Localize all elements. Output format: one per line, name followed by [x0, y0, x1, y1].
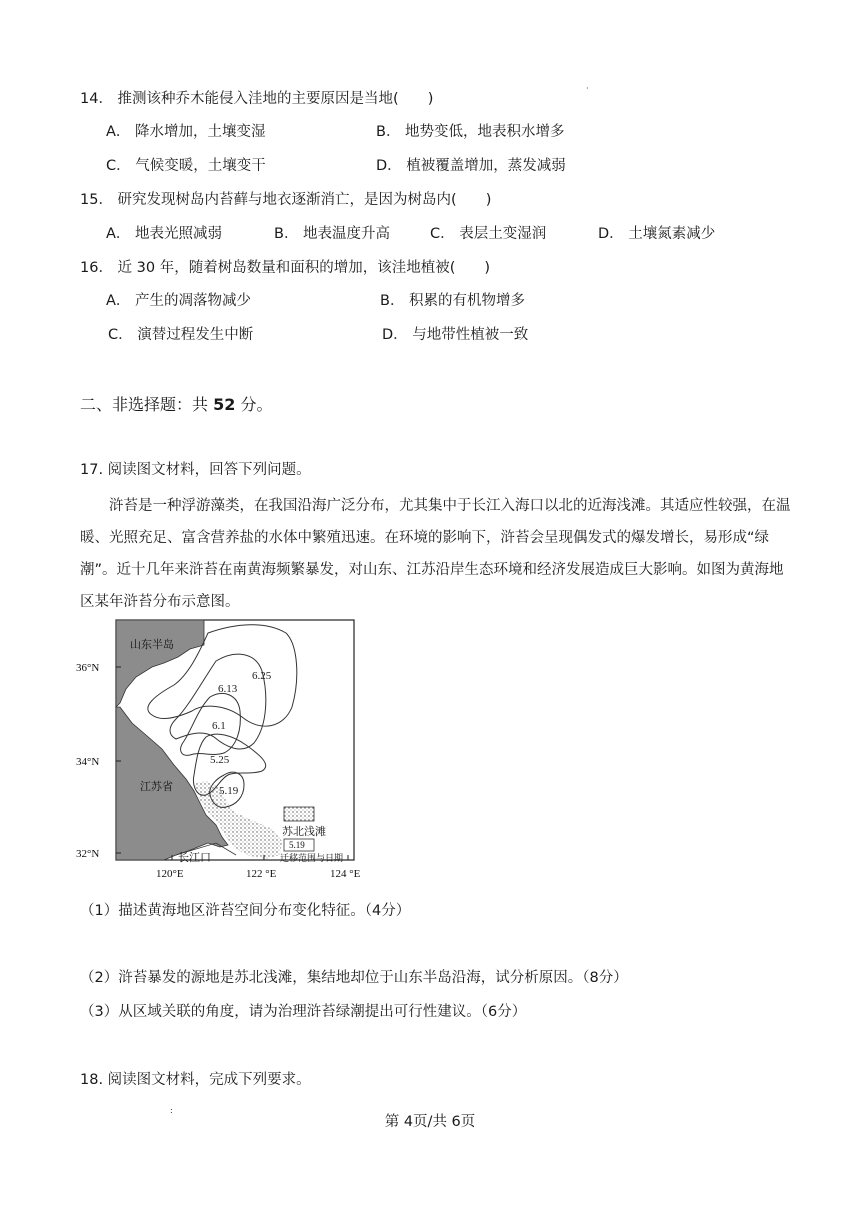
section-heading-score: 52	[213, 395, 236, 414]
legend-migration-label: 迁移范围与日期	[280, 854, 344, 864]
label-lat32: 32°N	[76, 848, 100, 860]
label-changjiang: 长江口	[178, 851, 211, 864]
q14-option-d: D． 植被覆盖增加，蒸发减弱	[376, 158, 566, 174]
q16-option-a: A． 产生的凋落物减少	[106, 293, 252, 309]
q15-option-c: C． 表层土变湿润	[430, 226, 547, 242]
label-lon122: 122 °E	[246, 868, 277, 880]
q14-option-c: C． 气候变暖，土壤变干	[106, 158, 266, 174]
legend-shoal-label: 苏北浅滩	[282, 825, 326, 838]
label-jiangsu: 江苏省	[140, 780, 173, 793]
q14-option-a: A． 降水增加，土壤变湿	[106, 124, 266, 140]
contour-label-6-25: 6.25	[252, 670, 272, 682]
q17-sub3: （3）从区域关联的角度，请为治理浒苔绿潮提出可行性建议。（6分）	[80, 1004, 527, 1020]
q16-option-c: C． 演替过程发生中断	[108, 327, 254, 343]
speck: ·	[586, 84, 589, 93]
contour-label-6-1: 6.1	[212, 720, 226, 732]
q16-option-b: B． 积累的有机物增多	[380, 293, 526, 309]
section-heading-suffix: 分。	[235, 395, 273, 414]
q18-intro: 18. 阅读图文材料，完成下列要求。	[80, 1072, 311, 1088]
q17-sub2: （2）浒苔暴发的源地是苏北浅滩，集结地却位于山东半岛沿海，试分析原因。（8分）	[80, 970, 628, 986]
q14-stem: 14． 推测该种乔木能侵入洼地的主要原因是当地( )	[80, 91, 434, 107]
q15-option-a: A． 地表光照减弱	[106, 226, 223, 242]
label-lat36: 36°N	[76, 662, 100, 674]
q15-option-b: B． 地表温度升高	[274, 226, 391, 242]
contour-label-6-13: 6.13	[218, 683, 238, 695]
q17-intro: 17. 阅读图文材料，回答下列问题。	[80, 462, 311, 478]
section-heading	[80, 392, 272, 415]
q16-stem: 16． 近 30 年，随着树岛数量和面积的增加，该洼地植被( )	[80, 260, 491, 276]
q17-material: 浒苔是一种浮游藻类，在我国沿海广泛分布，尤其集中于长江入海口以北的近海浅滩。其适应性较强，在温暖、光照充足、富含营养盐的水体中繁殖迅速。在环境的影响下，浒苔会呈现偶发式的爆发增长，易形成“绿潮”。近十几年来浒苔在南黄海频繁暴发，对山东、江苏沿岸生态环境和经济发展造成巨大影响。如图为黄海地区某年浒苔分布示意图。	[80, 498, 791, 610]
q17-sub1: （1）描述黄海地区浒苔空间分布变化特征。（4分）	[80, 903, 411, 919]
legend-sample-label: 5.19	[289, 840, 305, 850]
q15-stem: 15． 研究发现树岛内苔藓与地衣逐渐消亡，是因为树岛内( )	[80, 192, 492, 208]
speck: :	[170, 1106, 173, 1115]
yellow-sea-enteromorpha-map	[76, 615, 366, 895]
label-shandong: 山东半岛	[130, 638, 174, 651]
contour-label-5-25: 5.25	[210, 754, 230, 766]
label-lon124: 124 °E	[330, 868, 361, 880]
q16-option-d: D． 与地带性植被一致	[382, 327, 529, 343]
page-footer: 第 4页/共 6页	[384, 1114, 476, 1130]
label-lon120: 120°E	[156, 868, 184, 880]
q14-option-b: B． 地势变低，地表积水增多	[376, 124, 565, 140]
legend-shoal-swatch	[284, 807, 314, 821]
section-heading-prefix: 二、非选择题：共	[80, 395, 214, 414]
label-lat34: 34°N	[76, 756, 100, 768]
contour-label-5-19: 5.19	[219, 785, 239, 797]
q15-option-d: D． 土壤氮素减少	[598, 226, 716, 242]
